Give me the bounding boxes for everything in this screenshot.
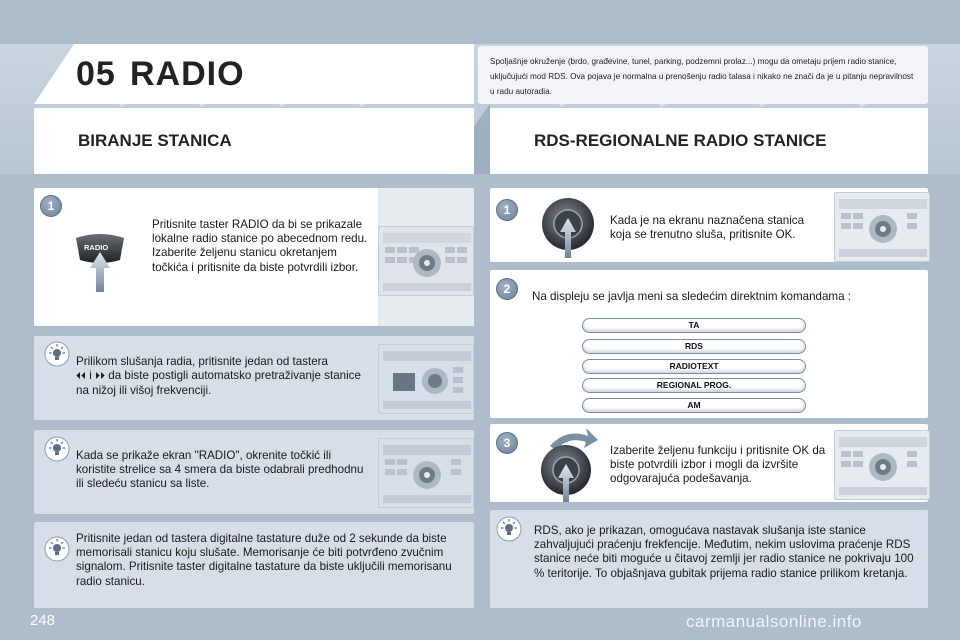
left-tip3-text: Pritisnite jedan od tastera digitalne tastature duže od 2 sekunde da biste memorisali stanicu koju slušate. Memorisanje će biti potvrđeno zvučnim signalom. Pritisnite taster digitalne tastature da biste uključili memorisanu radio stanicu. (76, 532, 452, 588)
next-seek-icon: ⏵⏵ (95, 371, 106, 383)
top-note: Spoljašnje okruženje (brdo, građevine, tunel, parking, podzemni prolaz...) mogu da ometaju prijem radio stanice, uključujući mod RDS. Ova pojava je normalna u prenošenju radio talasa i nikako ne znači da je u pitanju nepravilnost u radu autoradia. (478, 46, 928, 104)
lightbulb-icon (44, 341, 70, 367)
menu-item-am[interactable]: AM (582, 398, 806, 413)
step-badge: 1 (40, 195, 62, 217)
lightbulb-icon (44, 536, 70, 562)
radio-unit-image (378, 438, 474, 508)
radio-button-label: RADIO (84, 243, 109, 252)
tip1-text-b: da biste postigli automatsko pretraživanje stanice na nižoj ili višoj frekvenciji. (76, 369, 361, 398)
right-step1-text: Kada je na ekranu naznačena stanica koja se trenutno sluša, pritisnite OK. (610, 214, 805, 242)
radio-unit-image (834, 192, 930, 262)
step-badge: 2 (496, 278, 518, 300)
radio-unit-image (378, 226, 474, 296)
section-header-left: BIRANJE STANICA (34, 108, 474, 174)
step-badge: 3 (496, 432, 518, 454)
prev-seek-icon: ⏴⏴ (76, 371, 86, 383)
left-tip2-text: Kada se prikaže ekran "RADIO", okrenite točkić ili koristite strelice sa 4 smera da biste odabrali predhodnu ili sledeću stanicu sa liste. (76, 449, 364, 491)
radio-unit-image (834, 430, 930, 500)
tip1-text-a: Prilikom slušanja radia, pritisnite jedan od tastera (76, 355, 328, 368)
lightbulb-icon (496, 516, 522, 542)
right-tip-text: RDS, ako je prikazan, omogućava nastavak slušanja iste stanice zahvaljujući praćenju frekfencije. Međutim, nekim uslovima praćenje RDS stanice neće biti moguće u čitavoj zemlji jer radio stanice ne pokrivaju 100 % teritorije. To objašnjava gubitak prijema radio stanice prilikom kretanja. (534, 524, 914, 580)
menu-item-radiotext[interactable]: RADIOTEXT (582, 359, 806, 374)
chapter-number: 05 (76, 55, 116, 93)
section-header-right: RDS-REGIONALNE RADIO STANICE (490, 108, 928, 174)
chapter-title: RADIO (130, 55, 245, 93)
step-badge: 1 (496, 199, 518, 221)
ok-knob-illustration (538, 196, 598, 260)
left-tip1-text (76, 355, 366, 399)
rotate-knob-illustration (536, 424, 602, 504)
lightbulb-icon (44, 436, 70, 462)
right-step3-text: Izaberite željenu funkciju i pritisnite OK da biste potvrdili izbor i mogli da izvršite odgovarajuća podešavanja. (610, 444, 826, 486)
menu-item-regional-prog[interactable]: REGIONAL PROG. (582, 378, 806, 393)
menu-item-rds[interactable]: RDS (582, 339, 806, 354)
left-step1-text: Pritisnite taster RADIO da bi se prikazale lokalne radio stanice po abecednom redu. Izaberite željenu stanicu okretanjem točkića i pritisnite da biste potvrdili izbor. (152, 218, 368, 274)
menu-item-ta[interactable]: TA (582, 318, 806, 333)
right-step2-text: Na displeju se javlja meni sa sledećim direktnim komandama : (532, 290, 851, 303)
watermark: carmanualsonline.info (686, 612, 862, 631)
radio-button-illustration (68, 228, 132, 294)
page-number: 248 (30, 612, 56, 629)
radio-unit-image (378, 344, 474, 414)
tip1-conjunction: i (89, 369, 92, 383)
